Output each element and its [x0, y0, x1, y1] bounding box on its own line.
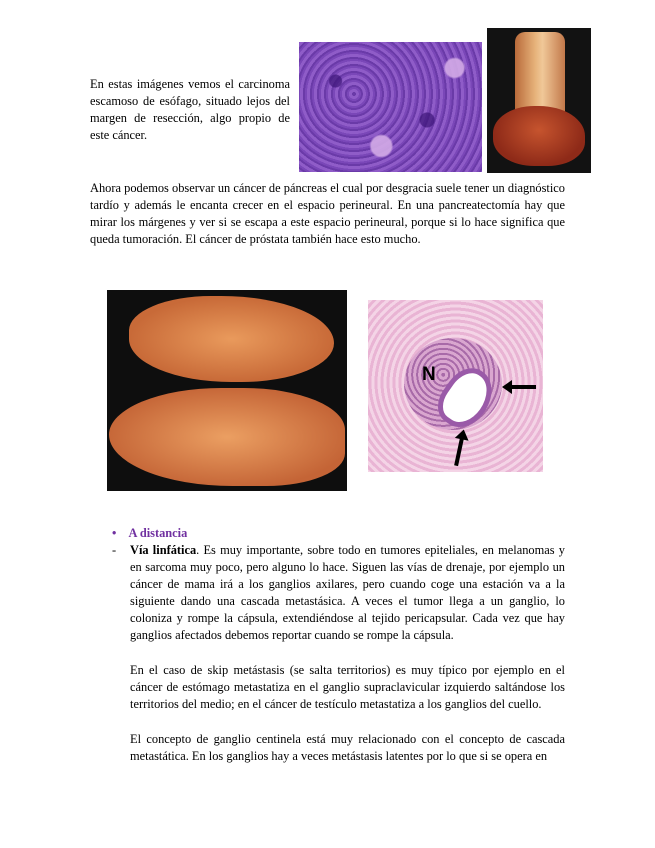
section-heading: A distancia: [128, 526, 188, 540]
bullet-marker: •: [112, 526, 117, 540]
pancreas-paragraph: Ahora podemos observar un cáncer de páncreas el cual por desgracia suele tener un diagnóstico tardío y además le encanta crecer en el espacio perineural. En una pancreatectomía hay que mirar los márgenes y ver si se escapa a este espacio perineural, porque si lo hace significa que queda tumoración. El cáncer de próstata también hace esto mucho.: [90, 181, 565, 246]
esophageal-carcinoma-histology-image: [299, 42, 482, 172]
lymphatic-title: Vía linfática: [130, 543, 197, 557]
dash-marker: -: [112, 543, 117, 557]
arrow-icon: [454, 438, 464, 466]
esophagus-caption: En estas imágenes vemos el carcinoma escamoso de esófago, situado lejos del margen de resección, algo propio de este cáncer.: [90, 77, 290, 142]
nerve-label: N: [422, 364, 436, 385]
arrow-icon: [510, 385, 536, 389]
lymphatic-text: . Es muy importante, sobre todo en tumores epiteliales, en melanomas y en sarcoma muy poco, pero alguno lo hace. Siguen las vías de drenaje, por ejemplo un cáncer de mama irá a los ganglios axilares, pero cuando coge una estación va a la siguiente dando una cascada metastásica. A veces el tumor llega a un ganglio, lo coloniza y rompe la cápsula, extendiéndose al tejido pericapsular. Cada vez que hay ganglios afectados debemos reportar cuando se rompe la cápsula.: [130, 543, 565, 642]
lymphatic-paragraph: [130, 542, 565, 644]
bullet-heading: [112, 525, 412, 542]
sentinel-node-paragraph: El concepto de ganglio centinela está muy relacionado con el concepto de cascada metastática. En los ganglios hay a veces metástasis latentes por lo que si se opera en: [130, 732, 565, 763]
skip-metastasis-paragraph: En el caso de skip metástasis (se salta territorios) es muy típico por ejemplo en el cáncer de estómago metastatiza en el ganglio supraclavicular izquierdo saltándose los territorios del medio; en el cáncer de testículo metastatiza a los ganglios del cuello.: [130, 663, 565, 711]
pancreas-gross-specimen-image: [107, 290, 347, 491]
perineural-invasion-histology-image: [368, 300, 543, 472]
esophagus-gross-specimen-image: [487, 28, 591, 173]
